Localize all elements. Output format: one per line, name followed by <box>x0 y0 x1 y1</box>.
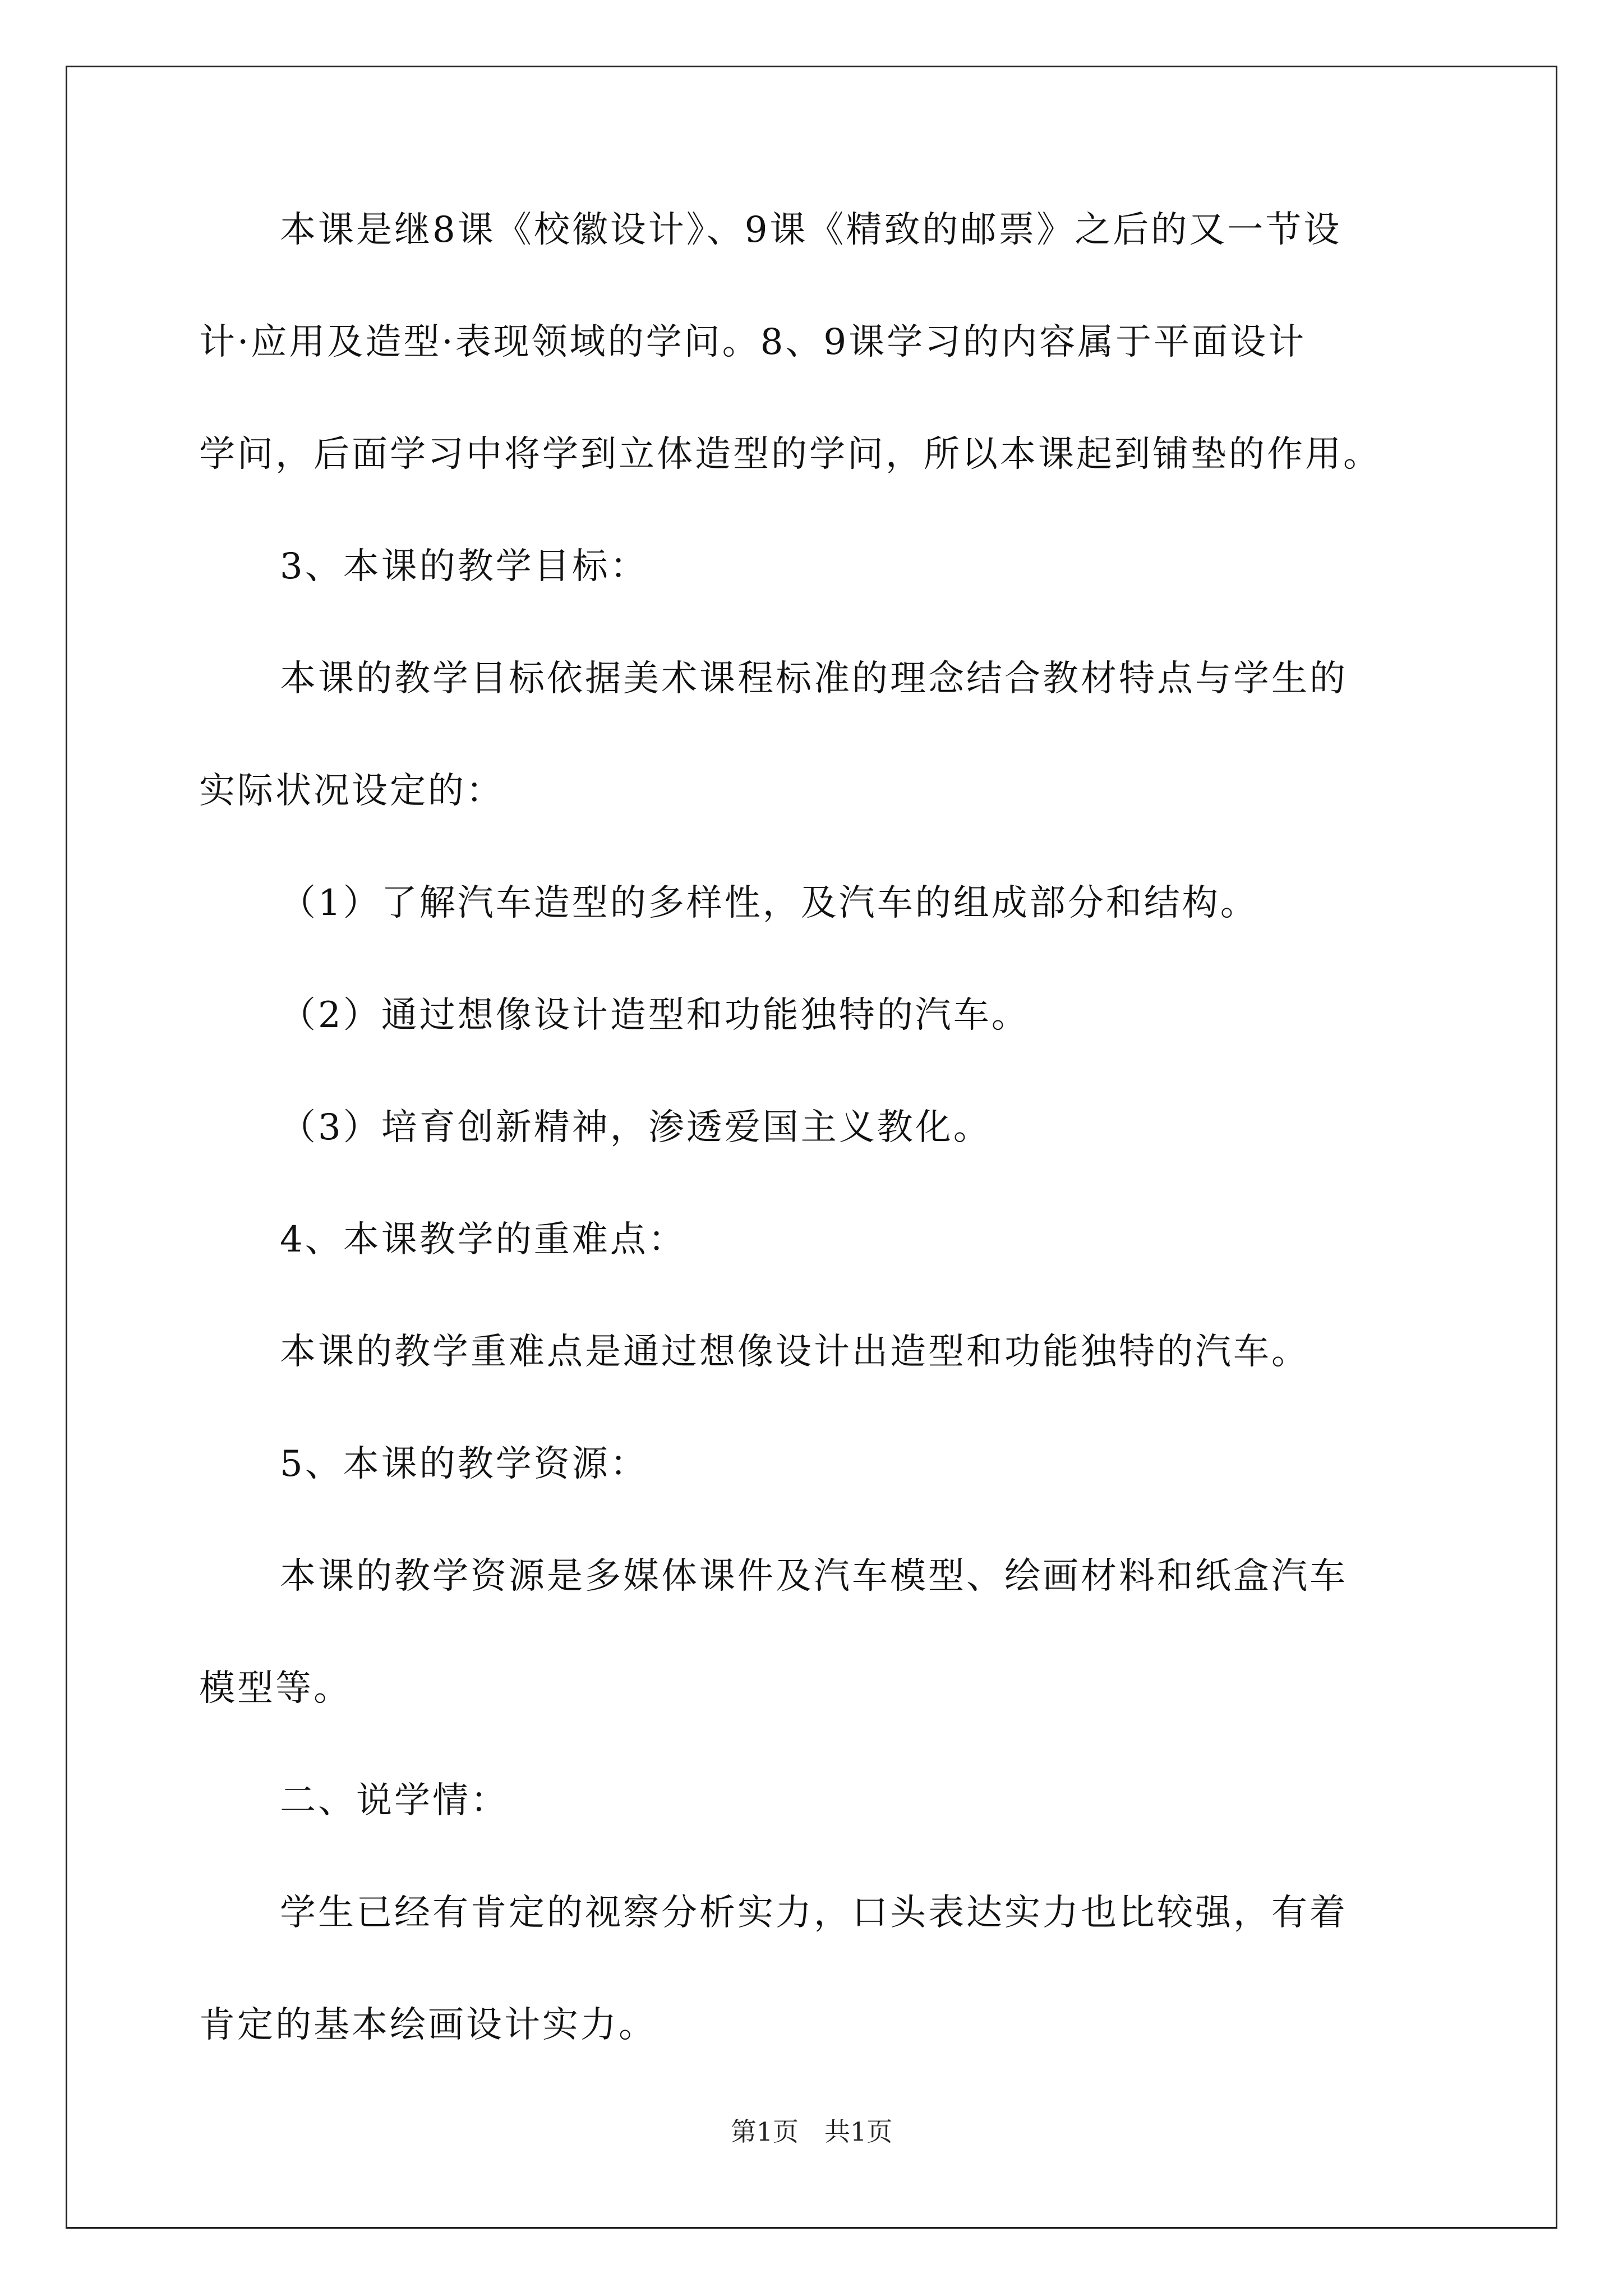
section-heading: 4、本课教学的重难点： <box>280 1219 686 1260</box>
paragraph-line: 本课的教学目标依据美术课程标准的理念结合教材特点与学生的 <box>280 658 1348 700</box>
paragraph-line: 计·应用及造型·表现领域的学问。8、9课学习的内容属于平面设计 <box>199 321 1307 363</box>
section-heading: 3、本课的教学目标： <box>280 546 648 587</box>
paragraph-line: 学生已经有肯定的视察分析实力，口头表达实力也比较强，有着 <box>280 1892 1348 1934</box>
paragraph-line: 实际状况设定的： <box>199 770 504 812</box>
paragraph-line: 学问，后面学习中将学到立体造型的学问，所以本课起到铺垫的作用。 <box>199 434 1381 475</box>
list-item: （2）通过想像设计造型和功能独特的汽车。 <box>280 995 1030 1036</box>
page-footer: 第1页 共1页 <box>730 2116 893 2147</box>
paragraph-line: 本课是继8课《校徽设计》、9课《精致的邮票》之后的又一节设 <box>280 209 1342 251</box>
list-item: （3）培育创新精神，渗透爱国主义教化。 <box>280 1107 992 1148</box>
section-heading: 5、本课的教学资源： <box>280 1443 648 1485</box>
paragraph-line: 模型等。 <box>199 1668 352 1709</box>
paragraph-line: 肯定的基本绘画设计实力。 <box>199 2004 657 2046</box>
list-item: （1）了解汽车造型的多样性，及汽车的组成部分和结构。 <box>280 882 1258 924</box>
paragraph-line: 本课的教学资源是多媒体课件及汽车模型、绘画材料和纸盒汽车 <box>280 1556 1348 1597</box>
paragraph-line: 本课的教学重难点是通过想像设计出造型和功能独特的汽车。 <box>280 1331 1310 1373</box>
section-heading: 二、说学情： <box>280 1780 509 1821</box>
